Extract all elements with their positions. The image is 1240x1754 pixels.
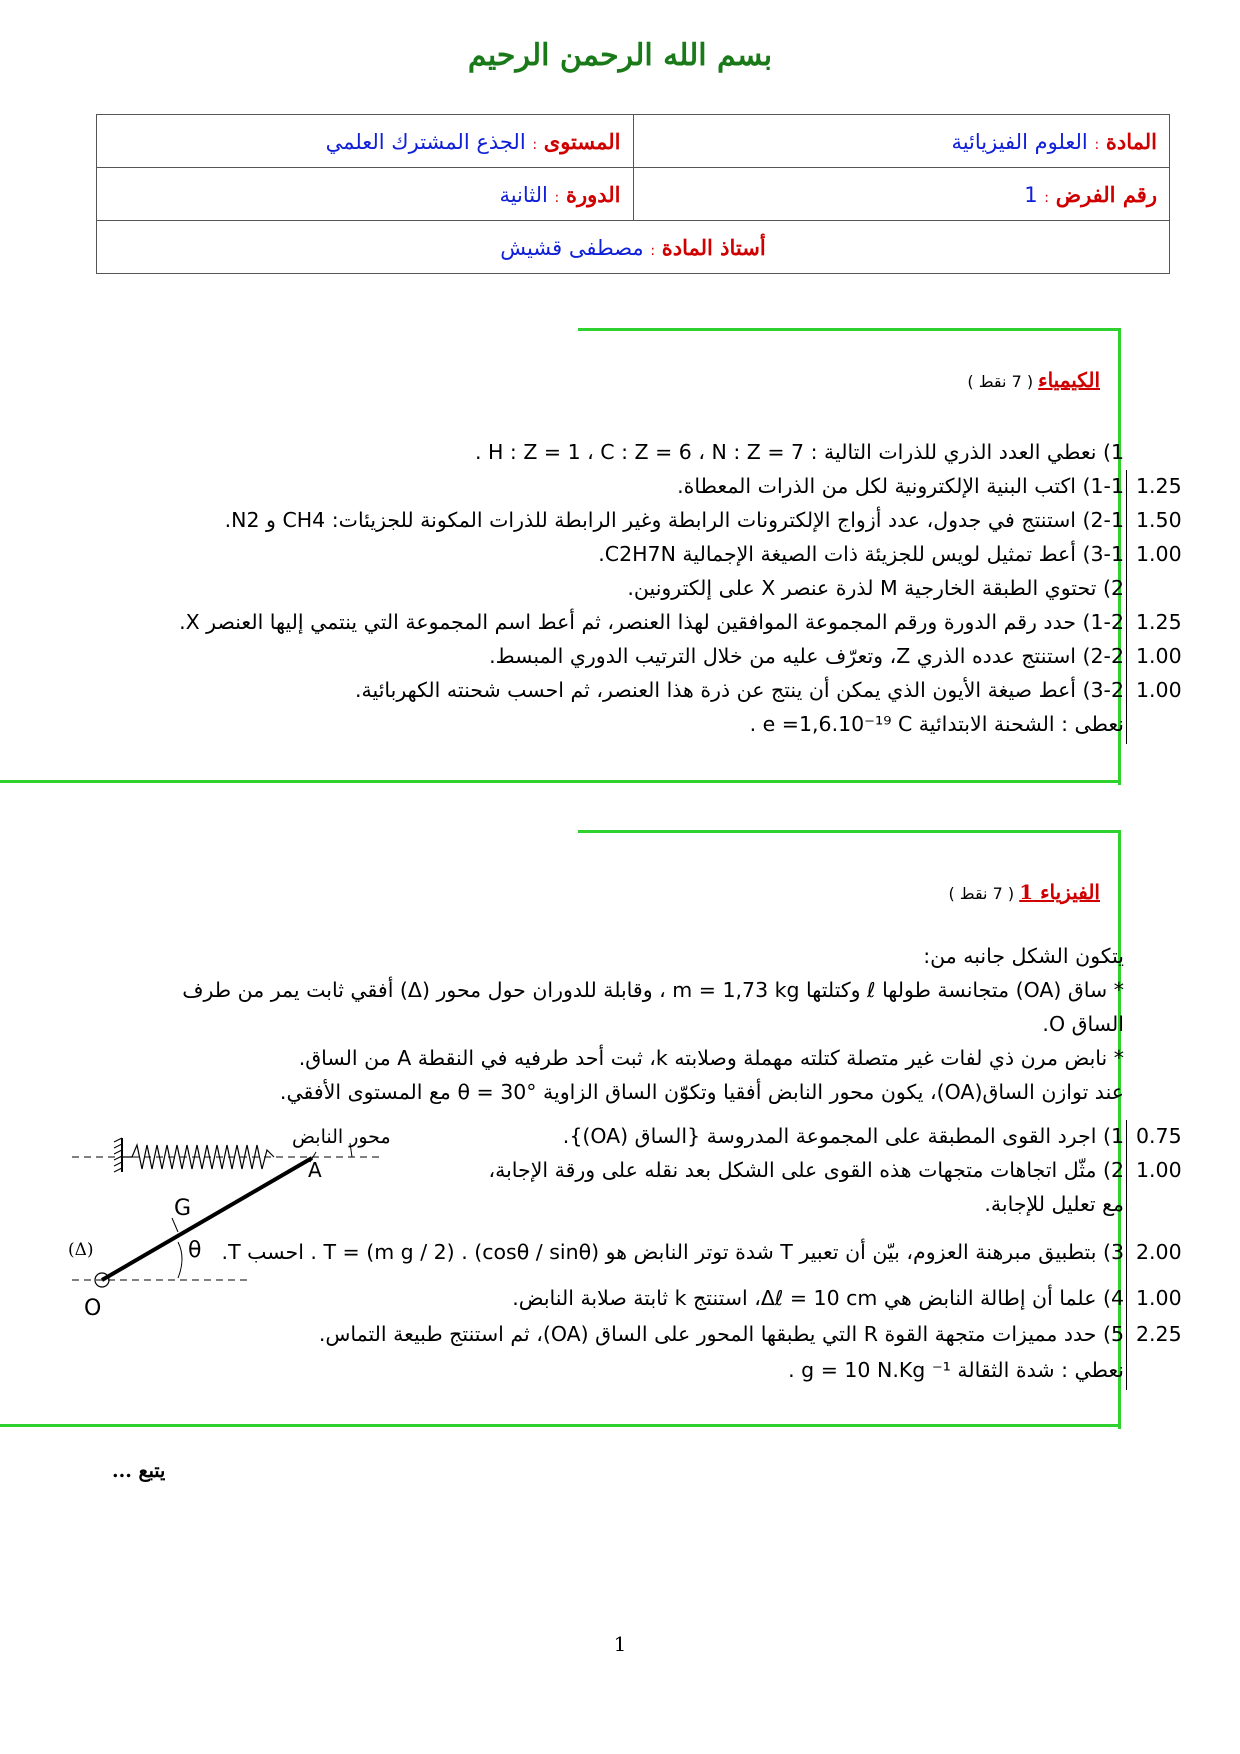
level-label: المستوى (543, 128, 621, 154)
chemistry-question-line: نعطى : الشحنة الابتدائية e =1,6.10⁻¹⁹ C . (749, 712, 1124, 736)
continue-note: يتبع ... (112, 1460, 166, 1482)
chemistry-question-line: 2-2) استنتج عدده الذري Z، وتعرّف عليه من خلال الترتيب الدوري المبسط. (489, 644, 1124, 668)
physics-question-line: 2) مثّل اتجاهات متجهات هذه القوى على الشكل بعد نقله على ورقة الإجابة، (488, 1158, 1124, 1182)
score-value: 1.50 (1136, 508, 1182, 532)
physics-question-line: مع تعليل للإجابة. (984, 1192, 1124, 1216)
score-value: 2.00 (1136, 1240, 1182, 1264)
spring-axis-label: محور النابض (292, 1126, 391, 1148)
physics-question-line: 4) علما أن إطالة النابض هي Δℓ = 10 cm، استنتج k ثابتة صلابة النابض. (512, 1286, 1124, 1310)
point-o-label: O (84, 1296, 102, 1321)
physics-points: ( 7 نقط ) (948, 884, 1015, 903)
physics-title-row (948, 880, 1100, 904)
exam-number-value: 1 (1024, 182, 1038, 207)
header-table (96, 114, 1170, 274)
chemistry-question-line: 1-1) اكتب البنية الإلكترونية لكل من الذرات المعطاة. (677, 474, 1124, 498)
score-value: 1.00 (1136, 644, 1182, 668)
bismillah-heading: بسم الله الرحمن الرحيم (467, 38, 773, 73)
point-a-label: A (308, 1158, 322, 1182)
subject-label: المادة (1105, 128, 1157, 154)
physics-question-line: * نابض مرن ذي لفات غير متصلة كتلته مهملة وصلابته k، ثبت أحد طرفيه في النقطة A من الساق. (298, 1046, 1124, 1070)
score-value: 1.25 (1136, 610, 1182, 634)
subject-cell: المادة : العلوم الفيزيائية (633, 115, 1170, 168)
score-value: 1.25 (1136, 474, 1182, 498)
chemistry-question-line: 3-2) أعط صيغة الأيون الذي يمكن أن ينتج عن ذرة هذا العنصر، ثم احسب شحنته الكهربائية. (355, 678, 1124, 702)
page-number: 1 (613, 1632, 627, 1656)
chemistry-title: الكيمياء (1038, 368, 1100, 392)
point-g-label: G (174, 1196, 192, 1221)
score-value: 0.75 (1136, 1124, 1182, 1148)
chemistry-title-row (967, 368, 1100, 392)
teacher-cell: أستاذ المادة : مصطفى قشيش (97, 221, 1170, 274)
physics-question-line: يتكون الشكل جانبه من: (923, 944, 1124, 968)
score-value: 2.25 (1136, 1322, 1182, 1346)
physics-question-line: * ساق (OA) متجانسة طولها ℓ وكتلتها m = 1,73 kg ، وقابلة للدوران حول محور (Δ) أفقي ثابت يمر من طرف (182, 978, 1124, 1002)
spring-rod-figure (60, 1120, 420, 1320)
physics-question-line: الساق O. (1042, 1012, 1124, 1036)
rod-oa (102, 1158, 312, 1280)
subject-value: العلوم الفيزيائية (951, 129, 1088, 154)
theta-label: θ (188, 1238, 202, 1263)
physics-title: الفيزياء 1 (1019, 880, 1100, 904)
score-value: 1.00 (1136, 1286, 1182, 1310)
chemistry-question-line: 1-2) حدد رقم الدورة ورقم المجموعة الموافقين لهذا العنصر، ثم أعط اسم المجموعة التي ينتمي إليها العنصر X. (179, 610, 1124, 634)
chemistry-question-line: 2-1) استنتج في جدول، عدد أزواج الإلكترونات الرابطة وغير الرابطة للذرات المكونة للجزيئات: CH4 و N2. (224, 508, 1124, 532)
chemistry-question-line: 1) نعطي العدد الذري للذرات التالية : H : Z = 1 ، C : Z = 6 ، N : Z = 7 . (474, 440, 1124, 464)
physics-question-line: 3) بتطبيق مبرهنة العزوم، بيّن أن تعبير T شدة توتر النابض هو T = (m g / 2) . (cosθ / sinθ) . احسب T. (221, 1240, 1124, 1264)
physics-question-line: نعطي : شدة الثقالة g = 10 N.Kg ⁻¹ . (788, 1358, 1124, 1382)
physics-question-line: 5) حدد مميزات متجهة القوة R التي يطبقها المحور على الساق (OA)، ثم استنتج طبيعة التماس. (318, 1322, 1124, 1346)
level-value: الجذع المشترك العلمي (325, 129, 526, 154)
chemistry-question-line: 3-1) أعط تمثيل لويس للجزيئة ذات الصيغة الإجمالية C2H7N. (598, 542, 1124, 566)
score-value: 1.00 (1136, 542, 1182, 566)
teacher-label: أستاذ المادة (661, 234, 766, 260)
exam-number-cell: رقم الفرض : 1 (633, 168, 1170, 221)
physics-question-line: 1) اجرد القوى المطبقة على المجموعة المدروسة {الساق (OA)}. (562, 1124, 1124, 1148)
session-value: الثانية (499, 182, 548, 207)
exam-number-label: رقم الفرض (1055, 181, 1157, 207)
level-cell: المستوى : الجذع المشترك العلمي (97, 115, 634, 168)
session-label: الدورة (565, 181, 621, 207)
score-value: 1.00 (1136, 1158, 1182, 1182)
session-cell: الدورة : الثانية (97, 168, 634, 221)
chemistry-question-line: 2) تحتوي الطبقة الخارجية M لذرة عنصر X على إلكترونين. (627, 576, 1124, 600)
score-value: 1.00 (1136, 678, 1182, 702)
delta-label: (Δ) (68, 1240, 94, 1260)
physics-question-line: عند توازن الساق(OA)، يكون محور النابض أفقيا وتكوّن الساق الزاوية θ = 30° مع المستوى الأفقي. (279, 1080, 1124, 1104)
teacher-value: مصطفى قشيش (500, 235, 644, 260)
chemistry-points: ( 7 نقط ) (967, 372, 1034, 391)
